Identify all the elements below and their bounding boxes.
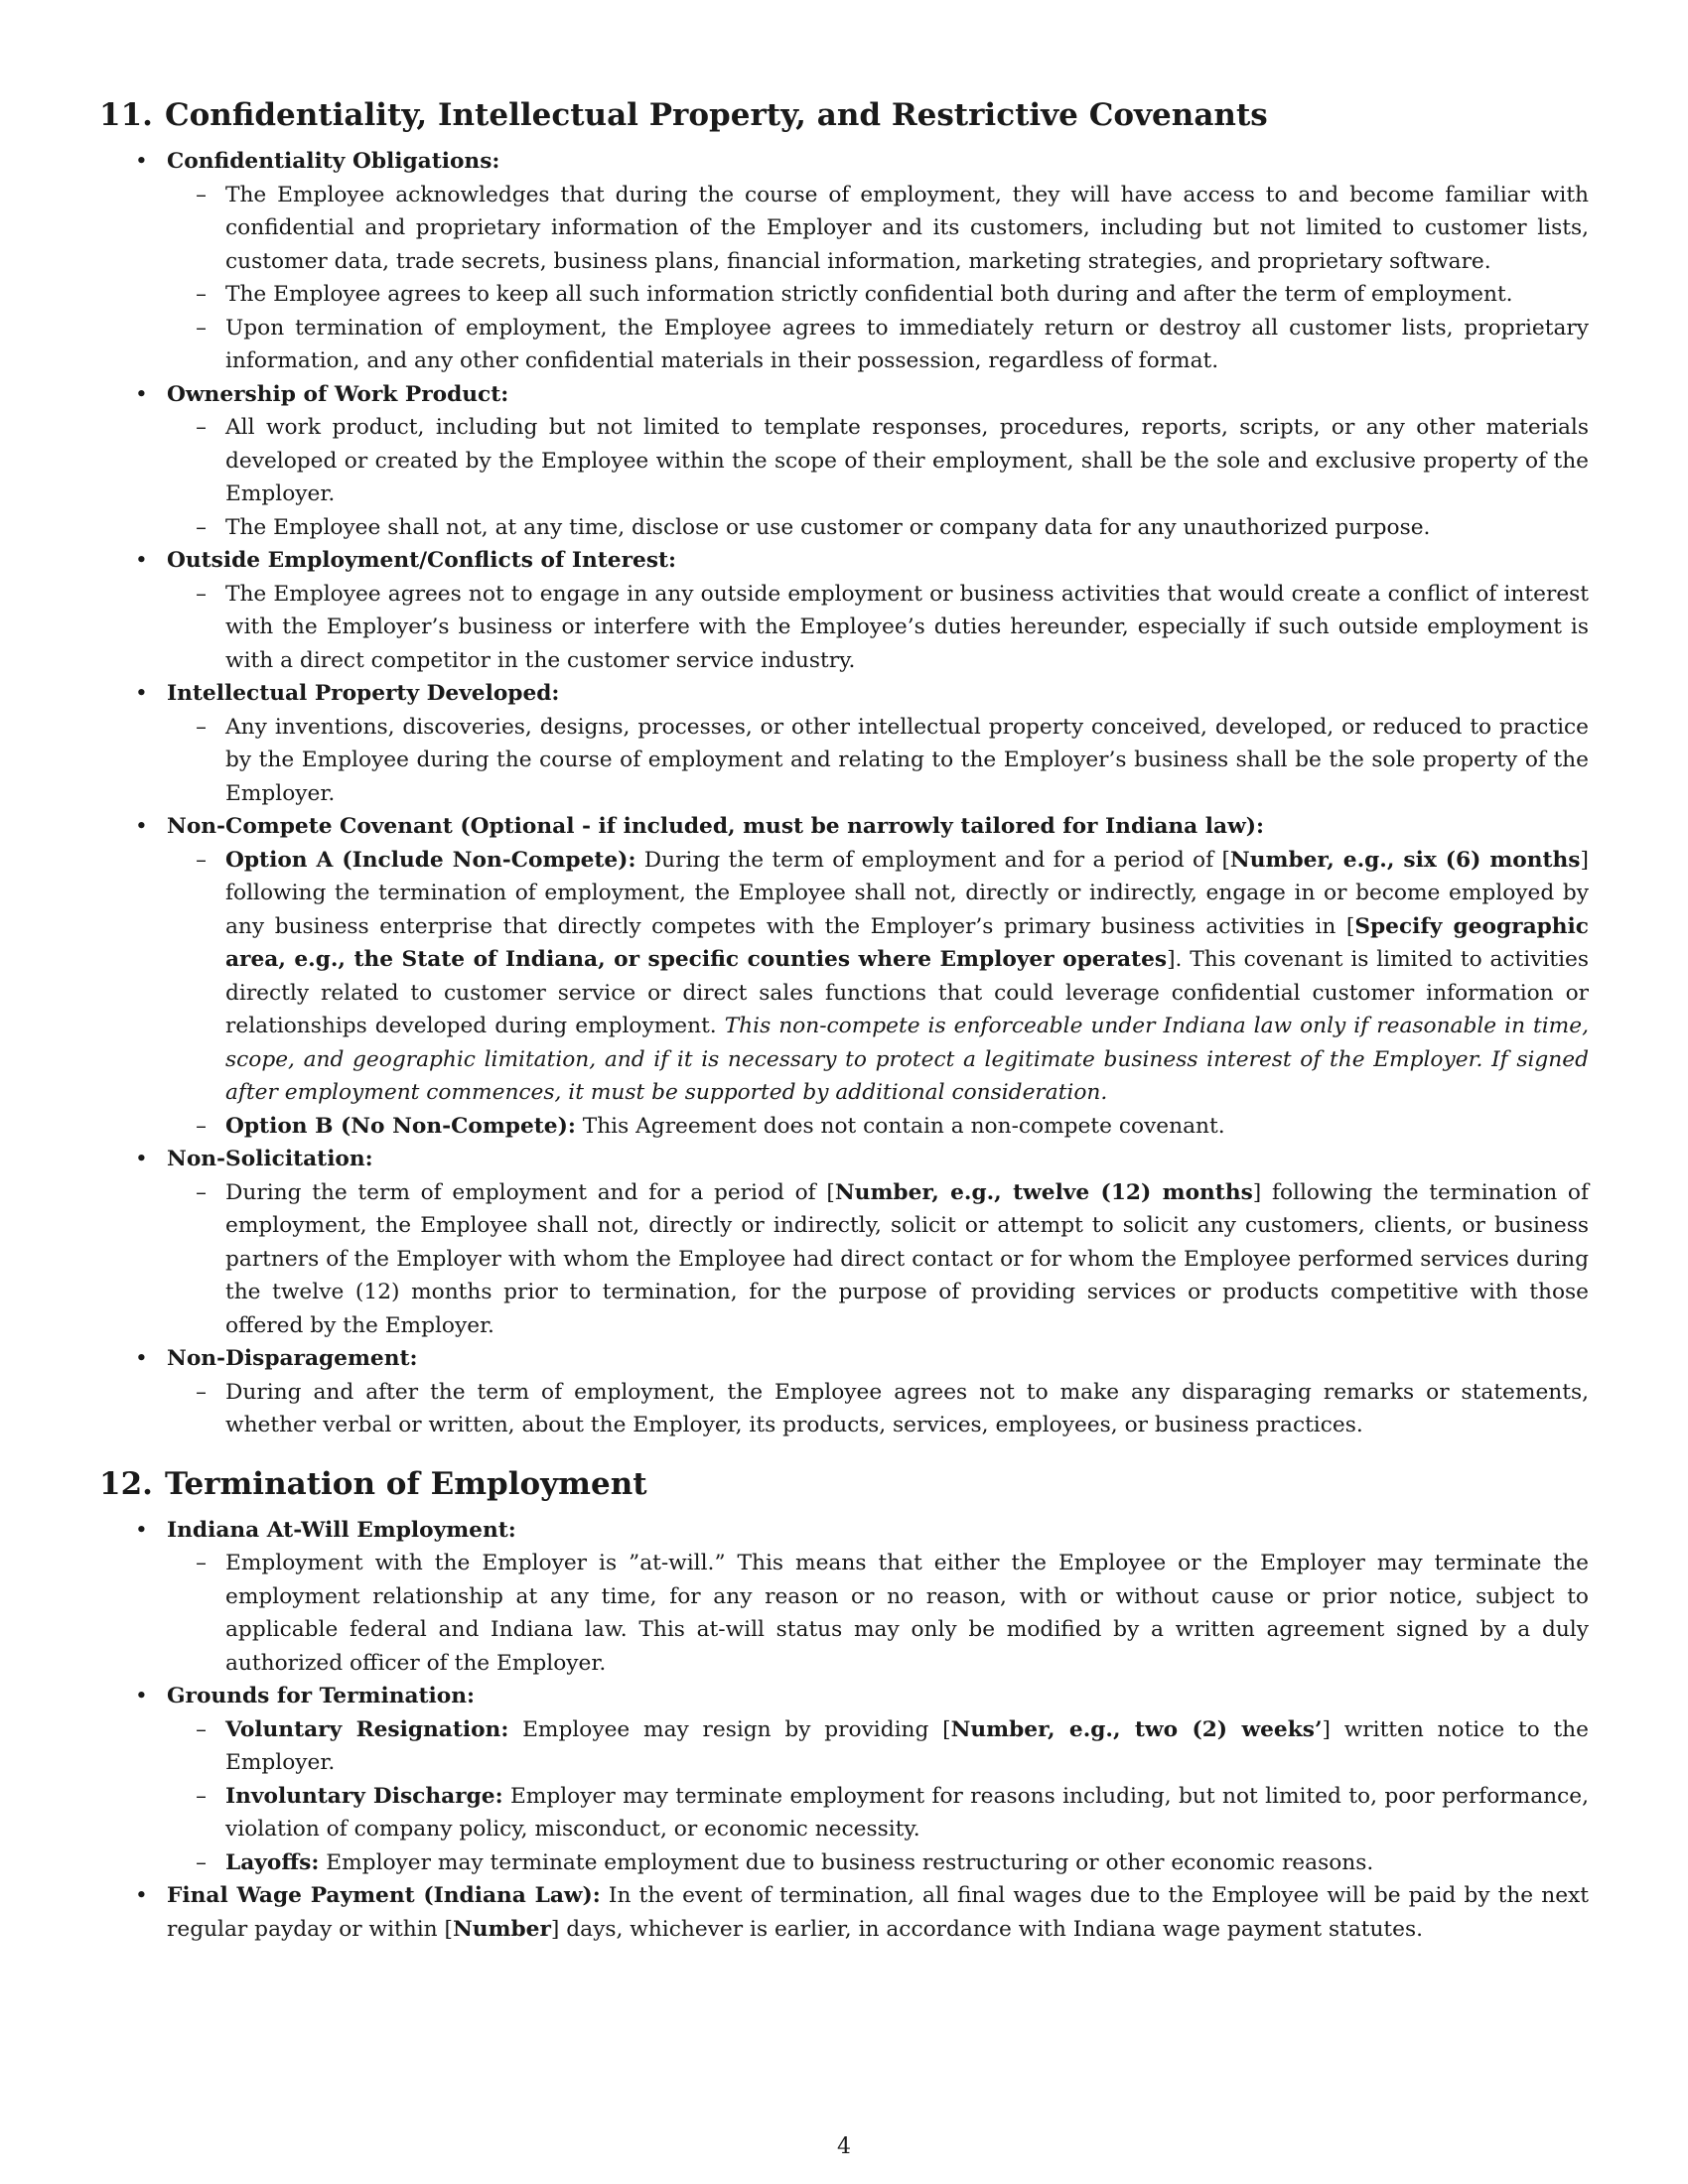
list-item: • Final Wage Payment (Indiana Law): In the event of termination, all final wages due to the Employee will be paid by the next regular payday or within [Number] days, whichever is earlier, in accordance with Indiana wage payment statutes. <box>135 1883 1589 1942</box>
sub-item: – Option A (Include Non-Compete): During the term of employment and for a period of [Number, e.g., six (6) months] following the termination of employment, the Employee shall not, directly or indirectly, engage in or become employed by any business enterprise that directly competes with the Employer’s primary business activities in [Specify geographic area, e.g., the State of Indiana, or specific counties where Employer operates]. This covenant is limited to activities directly related to customer service or direct sales functions that could leverage confidential customer information or relationships developed during employment. This non-compete is enforceable under Indiana law only if reasonable in time, scope, and geographic limitation, and if it is necessary to protect a legitimate business interest of the Employer. If signed after employment commences, it must be supported by additional consideration. <box>196 847 1590 1105</box>
sub-item: – Layoffs: Employer may terminate employment due to business restructuring or other economic reasons. <box>196 1849 1374 1875</box>
sub-item: – The Employee acknowledges that during the course of employment, they will have access to and become familiar with confidential and proprietary information of the Employer and its customers, including but not limited to customer lists, customer data, trade secrets, business plans, financial information, marketing strategies, and proprietary software. <box>196 182 1589 274</box>
sub-item: – Voluntary Resignation: Employee may resign by providing [Number, e.g., two (2) weeks’] written notice to the Employer. <box>196 1716 1589 1775</box>
section-heading: 11. Confidentiality, Intellectual Property, and Restrictive Covenants <box>99 97 1268 133</box>
sub-item: – The Employee shall not, at any time, disclose or use customer or company data for any unauthorized purpose. <box>196 514 1431 540</box>
section-heading: 12. Termination of Employment <box>99 1465 647 1502</box>
sub-item: – Upon termination of employment, the Employee agrees to immediately return or destroy all customer lists, proprietary information, and any other confidential materials in their possession, regardless of format. <box>196 315 1589 373</box>
list-item: • Confidentiality Obligations: – The Employee acknowledges that during the course of employment, they will have access to and become familiar with confidential and proprietary information of the Employer and its customers, including but not limited to customer lists, customer data, trade secrets, business plans, financial information, marketing strategies, and proprietary software. – The Employee agrees to keep all such information strictly confidential both during and after the term of employment. – Upon termination of employment, the Employee agrees to immediately return or destroy all customer lists, proprietary information, and any other confidential materials in their possession, regardless of format. <box>99 145 1589 378</box>
page-number: 4 <box>837 2134 851 2159</box>
sub-item: – All work product, including but not limited to template responses, procedures, reports, scripts, or any other materials developed or created by the Employee within the scope of their employment, shall be the sole and exclusive property of the Employer. <box>196 415 1589 506</box>
section-12 <box>99 1464 1589 1947</box>
sub-item: – Employment with the Employer is ”at-will.” This means that either the Employee or the Employer may terminate the employment relationship at any time, for any reason or no reason, with or without cause or prior notice, subject to applicable federal and Indiana law. This at-will status may only be modified by a written agreement signed by a duly authorized officer of the Employer. <box>196 1551 1589 1676</box>
list-item: • Non-Solicitation: – During the term of employment and for a period of [Number, e.g., twelve (12) months] following the termination of employment, the Employee shall not, directly or indirectly, solicit or attempt to solicit any customers, clients, or business partners of the Employer with whom the Employee had direct contact or for whom the Employee performed services during the twelve (12) months prior to termination, for the purpose of providing services or products competitive with those offered by the Employer. <box>99 1143 1589 1342</box>
sub-item: – During the term of employment and for a period of [Number, e.g., twelve (12) months] following the termination of employment, the Employee shall not, directly or indirectly, solicit or attempt to solicit any customers, clients, or business partners of the Employer with whom the Employee had direct contact or for whom the Employee performed services during the twelve (12) months prior to termination, for the purpose of providing services or products competitive with those offered by the Employer. <box>196 1179 1590 1338</box>
sub-item: – Involuntary Discharge: Employer may terminate employment for reasons including, but not limited to, poor performance, violation of company policy, misconduct, or economic necessity. <box>196 1783 1589 1842</box>
sub-item: – The Employee agrees to keep all such information strictly confidential both during and after the term of employment. <box>196 282 1513 307</box>
sub-item: – Any inventions, discoveries, designs, processes, or other intellectual property conceived, developed, or reduced to practice by the Employee during the course of employment and relating to the Employer’s business shall be the sole property of the Employer. <box>196 714 1589 806</box>
list-item: • Ownership of Work Product: – All work product, including but not limited to template responses, procedures, reports, scripts, or any other materials developed or created by the Employee within the scope of their employment, shall be the sole and exclusive property of the Employer. – The Employee shall not, at any time, disclose or use customer or company data for any unauthorized purpose. <box>99 378 1589 545</box>
list-item: • Intellectual Property Developed: – Any inventions, discoveries, designs, processes, or other intellectual property conceived, developed, or reduced to practice by the Employee during the course of employment and relating to the Employer’s business shall be the sole property of the Employer. <box>99 677 1589 810</box>
document-page <box>99 95 1589 1946</box>
sub-item: – Option B (No Non-Compete): This Agreement does not contain a non-compete covenant. <box>196 1113 1225 1139</box>
list-item: • Non-Compete Covenant (Optional - if included, must be narrowly tailored for Indiana law): – Option A (Include Non-Compete): During the term of employment and for a period of [Number, e.g., six (6) months] following the termination of employment, the Employee shall not, directly or indirectly, engage in or become employed by any business enterprise that directly competes with the Employer’s primary business activities in [Specify geographic area, e.g., the State of Indiana, or specific counties where Employer operates]. This covenant is limited to activities directly related to customer service or direct sales functions that could leverage confidential customer information or relationships developed during employment. This non-compete is enforceable under Indiana law only if reasonable in time, scope, and geographic limitation, and if it is necessary to protect a legitimate business interest of the Employer. If signed after employment commences, it must be supported by additional consideration. – Option B (No Non-Compete): This Agreement does not contain a non-compete covenant. <box>99 810 1589 1143</box>
list-item: • Grounds for Termination: – Voluntary Resignation: Employee may resign by providing [Number, e.g., two (2) weeks’] written notice to the Employer. – Involuntary Discharge: Employer may terminate employment for reasons including, but not limited to, poor performance, violation of company policy, misconduct, or economic necessity. – Layoffs: Employer may terminate employment due to business restructuring or other economic reasons. <box>99 1680 1589 1879</box>
list-item: • Indiana At-Will Employment: – Employment with the Employer is ”at-will.” This means that either the Employee or the Employer may terminate the employment relationship at any time, for any reason or no reason, with or without cause or prior notice, subject to applicable federal and Indiana law. This at-will status may only be modified by a written agreement signed by a duly authorized officer of the Employer. <box>99 1514 1589 1681</box>
list-item: • Non-Disparagement: – During and after the term of employment, the Employee agrees not to make any disparaging remarks or statements, whether verbal or written, about the Employer, its products, services, employees, or business practices. <box>99 1342 1589 1442</box>
list-item: • Outside Employment/Conflicts of Interest: – The Employee agrees not to engage in any outside employment or business activities that would create a conflict of interest with the Employer’s business or interfere with the Employee’s duties hereunder, especially if such outside employment is with a direct competitor in the customer service industry. <box>99 544 1589 677</box>
section-11 <box>99 95 1589 1442</box>
sub-item: – The Employee agrees not to engage in any outside employment or business activities that would create a conflict of interest with the Employer’s business or interfere with the Employee’s duties hereunder, especially if such outside employment is with a direct competitor in the customer service industry. <box>196 581 1589 673</box>
sub-item: – During and after the term of employment, the Employee agrees not to make any disparaging remarks or statements, whether verbal or written, about the Employer, its products, services, employees, or business practices. <box>196 1379 1589 1437</box>
